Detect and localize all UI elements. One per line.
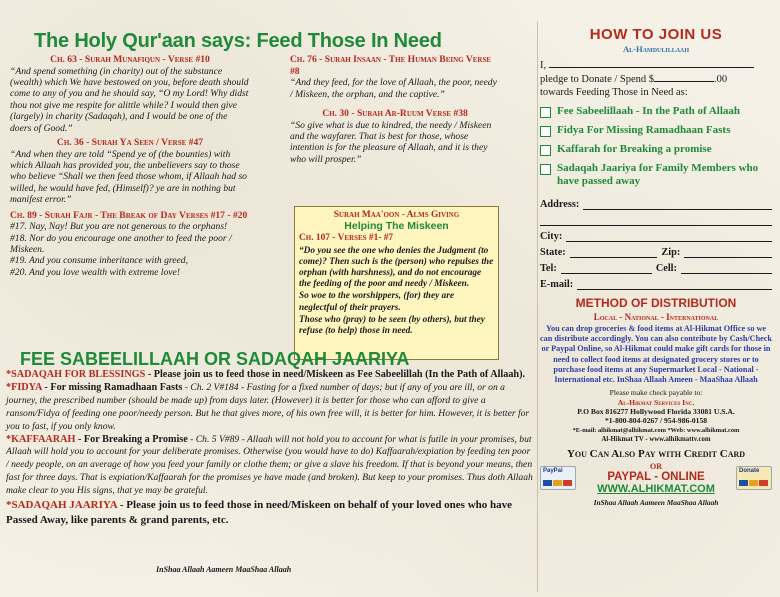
quote-text: “And when they are told “Spend ye of (the bounties) with which Allaah has provided you, the unbelievers say to those who believe “Shall we then feed those whom, if Allaah had so willed, he would have fed, (Himself)? ye are in nothing but manifest error.” bbox=[10, 148, 247, 206]
card-icon bbox=[749, 480, 758, 486]
cents-label: .00 bbox=[714, 74, 728, 85]
box-heading: Surah Maa'oon - Alms Giving bbox=[333, 210, 460, 220]
email-line[interactable] bbox=[577, 280, 772, 290]
payment-row bbox=[540, 462, 772, 495]
contact-form bbox=[540, 194, 772, 290]
checkbox[interactable] bbox=[540, 145, 551, 156]
kaffaarah-key: *KAFFAARAH bbox=[6, 433, 76, 445]
address-line-2[interactable] bbox=[540, 210, 772, 226]
method-title: METHOD OF DISTRIBUTION bbox=[575, 296, 737, 310]
card-icon bbox=[759, 480, 768, 486]
fidya-entry bbox=[6, 382, 534, 434]
quote-heading: Ch. 30 - Surah Ar-Ruum Verse #38 bbox=[322, 108, 468, 119]
jaariya-key: *SADAQAH JAARIYA bbox=[6, 499, 118, 512]
section-title: FEE SABEELILLAAH OR SADAQAH JAARIYA bbox=[20, 349, 410, 369]
jaariya-entry bbox=[6, 498, 534, 528]
sadaqah-entry bbox=[6, 369, 534, 382]
address-label: Address: bbox=[540, 199, 580, 210]
quote-text: “And spend something (in charity) out of the substance (wealth) which We have bestowed on you, before death should come to any of you and he should say, “O my Lord! Why didst thou not give me respite for alittle while? I would then give (largely) in charity (Sadaqah), and I would be one of the doers of Good.” bbox=[10, 65, 249, 134]
org-phone: *1-800-804-0267 / 954-986-0158 bbox=[604, 416, 708, 426]
join-panel bbox=[540, 26, 772, 591]
cell-label: Cell: bbox=[655, 263, 677, 274]
box-paragraph: So woe to the worshippers, (for) they are neglectful of their prayers. bbox=[299, 291, 454, 313]
quote-text: #17. Nay, Nay! But you are not generous to the orphans! #18. Nor do you encourage one another to feed the poor / Miskeen. #19. And you consume inheritance with greed, #20. And you love wealth with extreme love! bbox=[10, 221, 232, 278]
box-verse-ref: Ch. 107 - Verses #1- #7 bbox=[299, 233, 394, 244]
card-icon bbox=[739, 480, 748, 486]
quote-heading: Ch. 36 - Surah Ya Seen / Verse #47 bbox=[56, 137, 204, 149]
sadaqah-text: - Please join us to feed those in need/Miskeen as Fee Sabeelillah (In the Path of Allaah). bbox=[145, 369, 526, 380]
name-line bbox=[540, 58, 772, 72]
address-line-2-input[interactable] bbox=[540, 216, 772, 226]
main-title: The Holy Qur'aan says: Feed Those In Need bbox=[34, 30, 442, 52]
fidya-key: *FIDYA bbox=[6, 381, 42, 393]
paypal-badge[interactable] bbox=[540, 466, 576, 490]
quotes-mid-column bbox=[290, 54, 500, 165]
option-fidya[interactable] bbox=[540, 124, 772, 137]
quote-heading: Ch. 89 - Surah Fajr - The Break of Day Verses #17 - #20 bbox=[10, 209, 248, 221]
option-label: Fee Sabeelillaah - In the Path of Allaah bbox=[557, 105, 741, 117]
email-field[interactable] bbox=[540, 274, 772, 290]
org-name: Al-Hikmat Services Inc. bbox=[617, 397, 695, 407]
card-icon bbox=[563, 480, 572, 486]
i-label: I, bbox=[540, 60, 547, 71]
option-fee-sabeelillaah[interactable] bbox=[540, 105, 772, 118]
zip-line[interactable] bbox=[684, 248, 772, 258]
state-zip-row bbox=[540, 242, 772, 258]
city-line[interactable] bbox=[566, 232, 772, 242]
fee-descriptions bbox=[6, 369, 534, 528]
method-levels: Local - National - International bbox=[593, 312, 719, 322]
payable-label: Please make check payable to: bbox=[609, 388, 703, 398]
or-label: OR bbox=[650, 461, 662, 471]
option-label: Fidya For Missing Ramadhaan Fasts bbox=[557, 124, 731, 136]
option-kaffarah[interactable] bbox=[540, 143, 772, 156]
tel-label: Tel: bbox=[540, 263, 557, 274]
left-closing: InShaa Allaah Aameen MaaShaa Allaah bbox=[156, 565, 292, 574]
kaffaarah-text: - Ch. 5 V#89 - Allaah will not hold you to account for what is futile in your promises, but Allaah will hold you to account for your deliberate promises. Otherwise (you would have to do) Kaffaarah/expiation by feeding ten poor / needy people, on an average of how you feed your family or clothe them; or give a slave his freedom. If that is beyond your means, then fast for three days. That is expiation/Kaffaarah for the promises ye have made (and broken). But keep to your promises. Thus doth Allaah make clear to you His signs, that ye may be grateful. bbox=[6, 433, 533, 497]
credit-card-note: You Can Also Pay with Credit Card bbox=[566, 447, 746, 460]
quote-heading: Ch. 76 - Surah Insaan - The Human Being Verse #8 bbox=[290, 54, 492, 77]
option-label: Sadaqah Jaariya for Family Members who have passed away bbox=[557, 162, 759, 187]
org-address: P.O Box 816277 Hollywood Florida 33081 U.S.A. bbox=[577, 407, 735, 417]
donate-label: Donate bbox=[739, 468, 760, 475]
email-label: E-mail: bbox=[540, 279, 574, 290]
zip-label: Zip: bbox=[661, 247, 681, 258]
fidya-label: - For missing Ramadhaan Fasts bbox=[41, 381, 183, 393]
left-panel bbox=[6, 26, 536, 591]
quote-heading: Ch. 63 - Surah Munafiqun - Verse #10 bbox=[50, 54, 210, 65]
paypal-online-label: PAYPAL - ONLINE bbox=[607, 470, 705, 483]
quote-text: “So give what is due to kindred, the needy / Miskeen and the wayfarer. That is best for those, whose intention is for the pleasure of Allaah, and it is they who will prosper.” bbox=[290, 119, 492, 165]
checkbox[interactable] bbox=[540, 107, 551, 118]
right-closing: InShaa Allaah Aameen MaaShaa Allaah bbox=[593, 497, 719, 507]
method-text: You can drop groceries & food items at Al-Hikmat Office so we can distribute accordingly. You can also contribute by Cash/Check or Paypal Online, so Al-Hikmat could make gift cards for those in need to collect food items at designated grocery stores or to purchase food items at any Supermarket Local - National - International etc. InShaa Allaah Ameen - MaaShaa Allaah bbox=[540, 324, 772, 385]
checkbox[interactable] bbox=[540, 126, 551, 137]
donate-badge[interactable] bbox=[736, 466, 772, 490]
join-title: HOW TO JOIN US bbox=[589, 26, 723, 43]
amount-field[interactable] bbox=[654, 72, 714, 82]
org-tv: Al-Hikmat TV - www.alhikmattv.com bbox=[601, 436, 711, 444]
column-divider bbox=[537, 22, 538, 592]
box-paragraph: “Do you see the one who denies the Judgment (to come)? Then such is the (person) who repulses the orphan (with harshness), and do not encourage the feeding of the poor and needy / Miskeen. bbox=[299, 245, 494, 290]
card-icon bbox=[543, 480, 552, 486]
cell-line[interactable] bbox=[681, 264, 772, 274]
checkbox[interactable] bbox=[540, 164, 551, 175]
box-subheading: Helping The Miskeen bbox=[344, 220, 449, 233]
kaffaarah-entry bbox=[6, 434, 534, 499]
surah-maaoon-box bbox=[294, 206, 499, 360]
city-label: City: bbox=[540, 231, 563, 242]
join-subtitle: Al-Hamdulillaah bbox=[622, 44, 690, 54]
city-field[interactable] bbox=[540, 226, 772, 242]
pledge-label: pledge to Donate / Spend $ bbox=[540, 74, 655, 85]
paypal-logo-text: PayPal bbox=[543, 468, 563, 475]
state-line[interactable] bbox=[570, 248, 658, 258]
quotes-left-column bbox=[10, 54, 250, 278]
option-label: Kaffarah for Breaking a promise bbox=[557, 143, 712, 155]
address-line[interactable] bbox=[583, 200, 772, 210]
option-sadaqah-jaariya[interactable] bbox=[540, 162, 772, 188]
address-field[interactable] bbox=[540, 194, 772, 210]
pledge-line bbox=[540, 72, 772, 86]
tel-line[interactable] bbox=[561, 264, 652, 274]
card-icon bbox=[553, 480, 562, 486]
sadaqah-key: *SADAQAH FOR BLESSINGS bbox=[6, 369, 146, 380]
fidya-text: - Ch. 2 V#184 - Fasting for a fixed number of days; but if any of you are ill, or on a journey, the prescribed number (should be made up) from days later. (However) it is better for those who can afford to give a ransom/Fidya of feeding one poor/needy person. But he that gives more, of his own free will, it is better for him. However, it is better for you to fast, if you only know. bbox=[6, 381, 530, 432]
website-link[interactable]: WWW.ALHIKMAT.COM bbox=[597, 482, 715, 495]
paypal-online bbox=[576, 462, 736, 495]
box-paragraph: Those who (pray) to be seen (by others), but they refuse (to help) those in need. bbox=[299, 314, 485, 337]
org-email-web: *E-mail: alhikmat@alhikmat.com *Web: www.alhikmat.com bbox=[572, 426, 740, 434]
jaariya-text: - Please join us to feed those in need/Miskeen on behalf of your loved ones who have Passed Away, like parents & grand parents, etc. bbox=[6, 499, 513, 526]
kaffaarah-label: - For Breaking a Promise bbox=[75, 433, 188, 445]
name-field[interactable] bbox=[549, 58, 754, 68]
tel-cell-row bbox=[540, 258, 772, 274]
state-label: State: bbox=[540, 247, 566, 258]
quote-text: “And they feed, for the love of Allaah, the poor, needy / Miskeen, the orphan, and the captive.” bbox=[290, 77, 497, 100]
towards-label: towards Feeding Those in Need as: bbox=[540, 87, 688, 98]
